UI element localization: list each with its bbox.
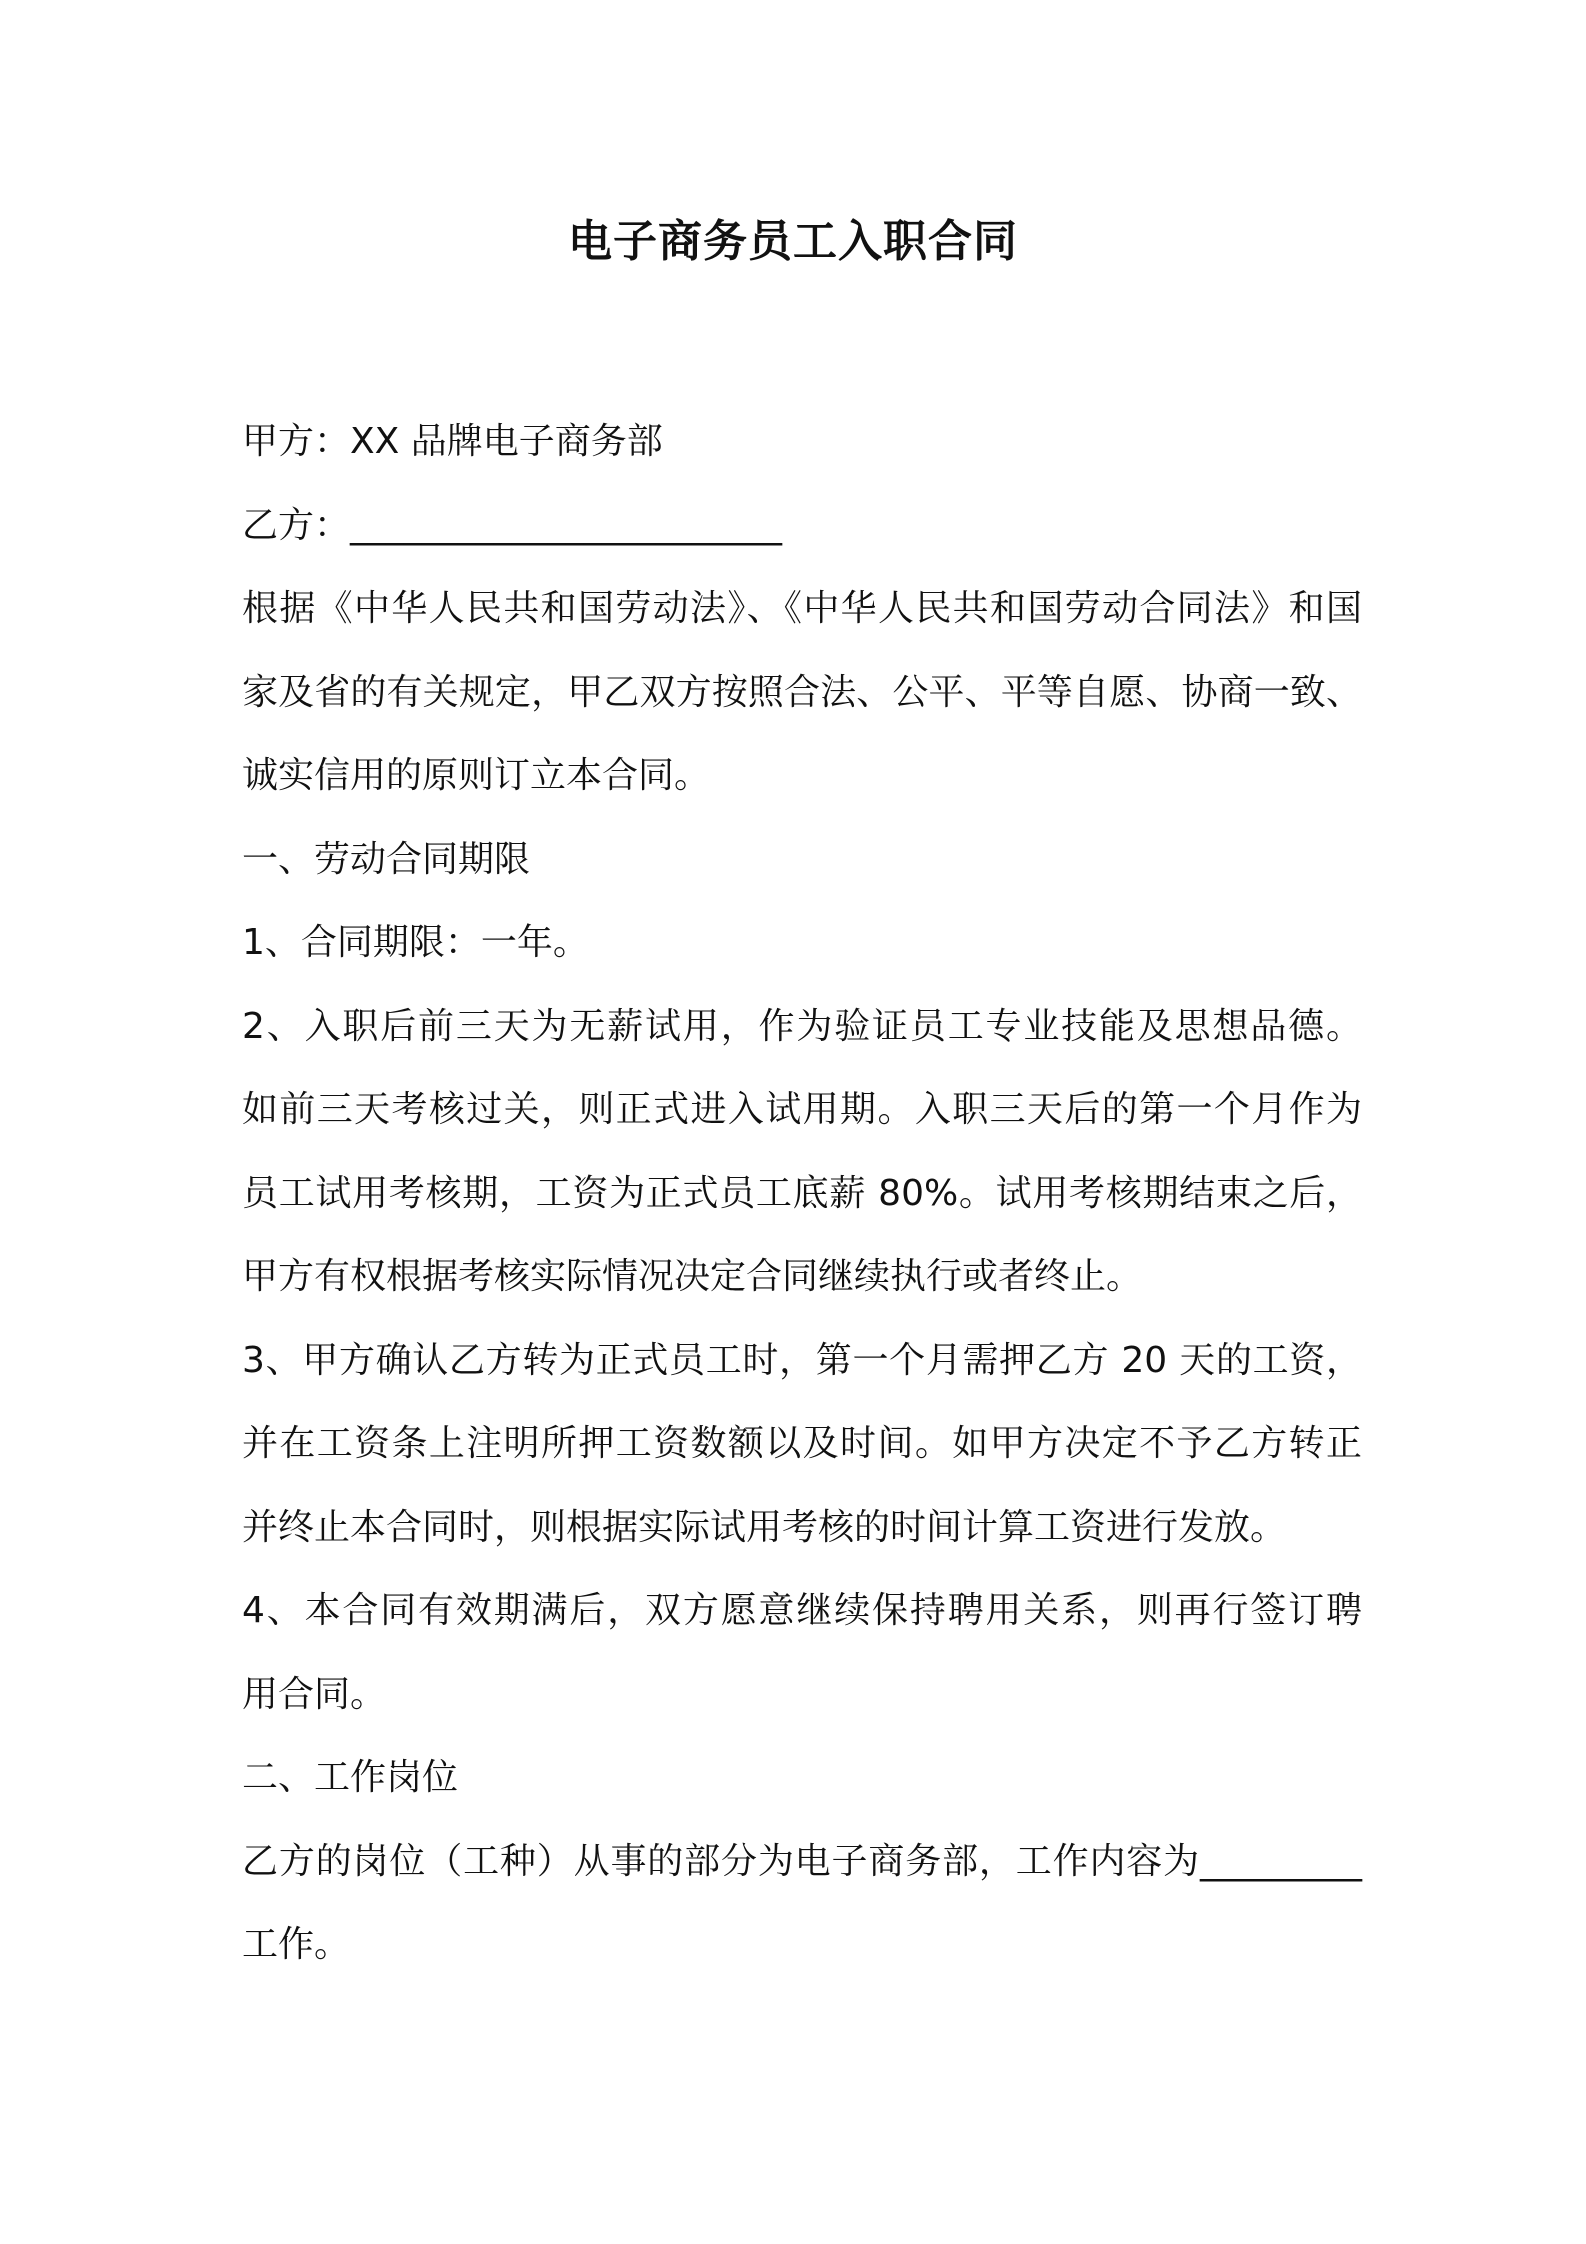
clause-4-line-1: 4、本合同有效期满后，双方愿意继续保持聘用关系，则再行签订聘: [242, 1590, 1362, 1631]
section-heading-position: 二、工作岗位: [242, 1757, 459, 1798]
clause-2-line-3: 员工试用考核期，工资为正式员工底薪 80%。试用考核期结束之后，: [242, 1172, 1362, 1214]
clause-4-line-2: 用合同。: [242, 1673, 387, 1715]
clause-3-line-1: 3、甲方确认乙方转为正式员工时，第一个月需押乙方 20 天的工资，: [242, 1339, 1362, 1381]
preamble-line-3: 诚实信用的原则订立本合同。: [242, 755, 711, 796]
position-line-1: 乙方的岗位（工种）从事的部分为电子商务部，工作内容为_________: [242, 1840, 1362, 1882]
clause-3-line-2: 并在工资条上注明所押工资数额以及时间。如甲方决定不予乙方转正: [242, 1423, 1362, 1464]
clause-3-line-3: 并终止本合同时，则根据实际试用考核的时间计算工资进行发放。: [242, 1506, 1287, 1548]
clause-2-line-2: 如前三天考核过关，则正式进入试用期。入职三天后的第一个月作为: [242, 1089, 1362, 1130]
party-b-line: 乙方：________________________: [242, 504, 783, 546]
position-line-2: 工作。: [242, 1924, 351, 1965]
clause-1-line: 1、合同期限：一年。: [242, 922, 589, 963]
section-heading-term: 一、劳动合同期限: [242, 838, 531, 880]
document-title: 电子商务员工入职合同: [568, 216, 1018, 267]
preamble-line-1: 根据《中华人民共和国劳动法》、《中华人民共和国劳动合同法》和国: [242, 588, 1362, 629]
contract-body: [242, 400, 1362, 1987]
clause-2-line-1: 2、入职后前三天为无薪试用，作为验证员工专业技能及思想品德。: [242, 1005, 1362, 1047]
preamble-line-2: 家及省的有关规定，甲乙双方按照合法、公平、平等自愿、协商一致、: [242, 671, 1362, 713]
party-a-line: 甲方：XX 品牌电子商务部: [242, 421, 663, 462]
clause-2-line-4: 甲方有权根据考核实际情况决定合同继续执行或者终止。: [242, 1256, 1143, 1297]
